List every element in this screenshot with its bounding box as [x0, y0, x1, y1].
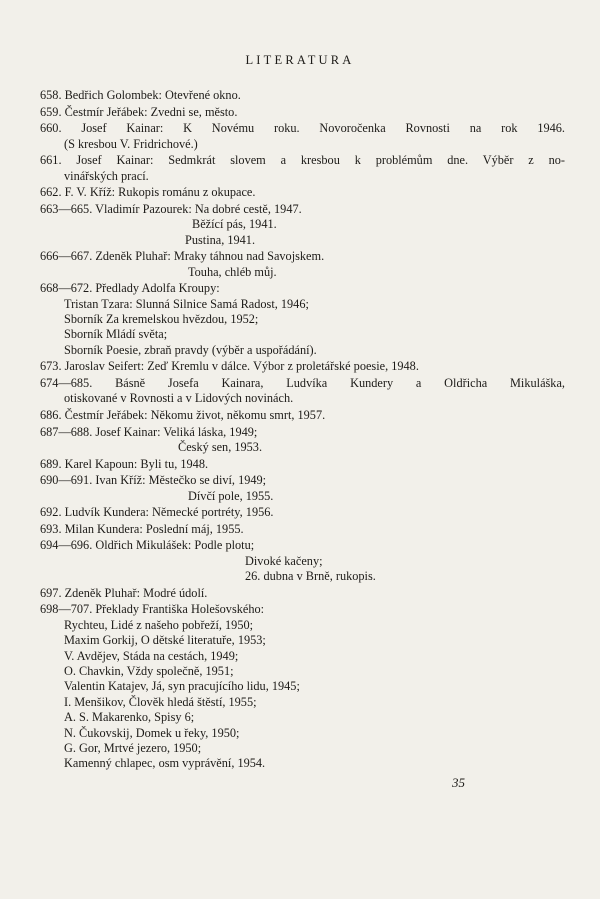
entry-line: Tristan Tzara: Slunná Silnice Samá Radost, 1946; [64, 296, 309, 311]
entry-line: Běžící pás, 1941. [192, 217, 277, 232]
bibliography-list [40, 88, 565, 773]
entry-line: 26. dubna v Brně, rukopis. [245, 569, 376, 584]
entry-line: Český sen, 1953. [178, 440, 263, 454]
entry-line: (S kresbou V. Fridrichové.) [64, 136, 198, 151]
entry-line: Dívčí pole, 1955. [188, 488, 274, 503]
entry-line: 666—667. Zdeněk Pluhař: Mraky táhnou nad Savojskem. [40, 249, 325, 264]
entry-line: Maxim Gorkij, O dětské literatuře, 1953; [64, 633, 266, 648]
entry-line: 668—672. Předlady Adolfa Kroupy: [40, 281, 220, 296]
entry-660 [40, 121, 565, 152]
entry-line: 659. Čestmír Jeřábek: Zvedni se, město. [40, 104, 238, 119]
entry-line: 663—665. Vladimír Pazourek: Na dobré cestě, 1947. [40, 201, 302, 216]
entry-line: 698—707. Překlady Františka Holešovského: [40, 602, 265, 617]
entry-line: 658. Bedřich Golombek: Otevřené okno. [40, 88, 241, 102]
entry-line: 689. Karel Kapoun: Byli tu, 1948. [40, 456, 209, 471]
entry-line: 690—691. Ivan Kříž: Městečko se diví, 1949; [40, 473, 267, 488]
entry-659 [40, 105, 565, 120]
entry-line: I. Menšikov, Člověk hledá štěstí, 1955; [64, 694, 257, 709]
entry-674-685 [40, 376, 565, 407]
entry-666-667 [40, 249, 565, 280]
entry-689 [40, 457, 565, 472]
entry-line: 662. F. V. Kříž: Rukopis románu z okupace. [40, 185, 256, 200]
entry-line: Sborník Za kremelskou hvězdou, 1952; [64, 312, 259, 326]
entry-692 [40, 505, 565, 520]
entry-line: Sborník Poesie, zbraň pravdy (výběr a uspořádání). [64, 342, 317, 357]
entry-686 [40, 408, 565, 423]
entry-line: Sborník Mládí světa; [64, 327, 168, 342]
entry-line: Touha, chléb můj. [188, 264, 277, 279]
entry-690-691 [40, 473, 565, 504]
entry-line: A. S. Makarenko, Spisy 6; [64, 710, 195, 725]
entry-663-665 [40, 202, 565, 248]
entry-line: 673. Jaroslav Seifert: Zeď Kremlu v dálce. Výbor z proletářské poesie, 1948. [40, 359, 419, 374]
entry-line: 674—685. Básně Josefa Kainara, Ludvíka Kundery a Oldřicha Mikuláška, [40, 376, 565, 390]
entry-line: 692. Ludvík Kundera: Německé portréty, 1956. [40, 505, 274, 520]
entry-line: 693. Milan Kundera: Poslední máj, 1955. [40, 521, 244, 536]
entry-662 [40, 185, 565, 200]
entry-line: 694—696. Oldřich Mikulášek: Podle plotu; [40, 538, 255, 553]
entry-line: Divoké kačeny; [245, 553, 323, 568]
entry-line: 660. Josef Kainar: K Novému roku. Novoročenka Rovnosti na rok 1946. [40, 121, 565, 136]
entry-line: 661. Josef Kainar: Sedmkrát slovem a kresbou k problémům dne. Výběr z no- [40, 153, 565, 168]
entry-line: Valentin Katajev, Já, syn pracujícího lidu, 1945; [64, 679, 300, 694]
entry-line: 687—688. Josef Kainar: Veliká láska, 1949; [40, 424, 258, 439]
entry-line: O. Chavkin, Vždy společně, 1951; [64, 664, 234, 678]
entry-668-672 [40, 281, 565, 358]
entry-697 [40, 586, 565, 601]
entry-673 [40, 359, 565, 374]
entry-line: 697. Zdeněk Pluhař: Modré údolí. [40, 585, 208, 600]
entry-661 [40, 153, 565, 184]
entry-698-707 [40, 602, 565, 771]
entry-line: vinářských prací. [64, 168, 149, 183]
entry-687-688 [40, 425, 565, 456]
entry-693 [40, 522, 565, 537]
entry-658 [40, 88, 565, 103]
entry-694-696 [40, 538, 565, 584]
entry-line: G. Gor, Mrtvé jezero, 1950; [64, 741, 202, 756]
entry-line: Rychteu, Lidé z našeho pobřeží, 1950; [64, 617, 254, 632]
entry-line: 686. Čestmír Jeřábek: Někomu život, někomu smrt, 1957. [40, 408, 326, 422]
page-number: 35 [452, 775, 465, 790]
entry-line: otiskované v Rovnosti a v Lidových novinách. [64, 391, 294, 406]
entry-line: Kamenný chlapec, osm vyprávění, 1954. [64, 756, 266, 771]
entry-line: Pustina, 1941. [185, 232, 256, 247]
entry-line: V. Avdějev, Stáda na cestách, 1949; [64, 648, 239, 663]
page-title: LITERATURA [245, 53, 355, 67]
entry-line: N. Čukovskij, Domek u řeky, 1950; [64, 725, 240, 740]
